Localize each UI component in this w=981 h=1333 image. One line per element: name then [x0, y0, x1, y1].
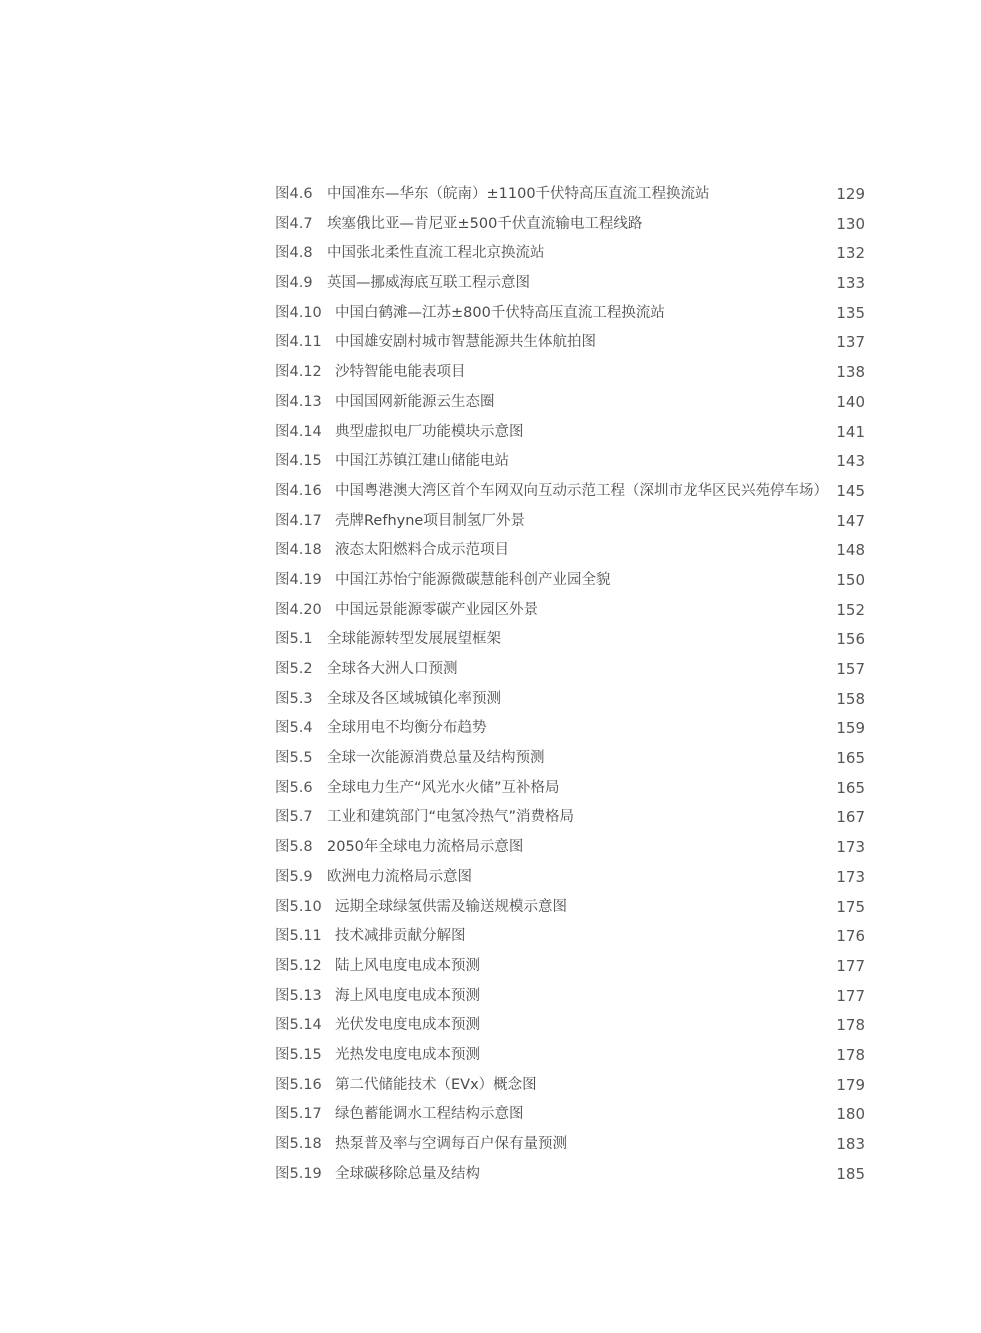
- page-number: 167: [836, 808, 865, 827]
- figure-title: 中国江苏怡宁能源微碳慧能科创产业园全貌: [335, 571, 611, 588]
- figure-title: 欧洲电力流格局示意图: [327, 868, 472, 885]
- figure-title: 海上风电度电成本预测: [335, 987, 480, 1004]
- figure-title: 第二代储能技术（EVx）概念图: [335, 1076, 537, 1093]
- figure-number: 图5.9: [275, 868, 313, 885]
- figure-title: 中国江苏镇江建山储能电站: [335, 453, 509, 470]
- list-item[interactable]: [275, 922, 865, 952]
- figure-number: 图4.9: [275, 275, 313, 292]
- figure-number: 图4.17: [275, 512, 322, 529]
- figure-number: 图4.7: [275, 215, 313, 232]
- list-item[interactable]: [275, 803, 865, 833]
- page-number: 135: [836, 303, 865, 322]
- page-number: 165: [836, 778, 865, 797]
- page-number: 150: [836, 570, 865, 589]
- figure-number: 图5.3: [275, 690, 313, 707]
- figure-number: 图5.16: [275, 1076, 322, 1093]
- list-item[interactable]: [275, 774, 865, 804]
- list-item[interactable]: [275, 1130, 865, 1160]
- list-item[interactable]: [275, 893, 865, 923]
- figure-number: 图5.4: [275, 720, 313, 737]
- page-number: 152: [836, 600, 865, 619]
- figure-title: 全球及各区域城镇化率预测: [327, 690, 501, 707]
- figure-title: 全球用电不均衡分布趋势: [327, 720, 487, 737]
- figure-number: 图4.11: [275, 334, 322, 351]
- figure-number: 图4.8: [275, 245, 313, 262]
- figure-number: 图5.10: [275, 898, 322, 915]
- figure-number: 图4.12: [275, 364, 322, 381]
- list-item[interactable]: [275, 418, 865, 448]
- figure-title: 典型虚拟电厂功能模块示意图: [335, 423, 524, 440]
- figure-title: 热泵普及率与空调每百户保有量预测: [335, 1136, 567, 1152]
- page-number: 147: [836, 511, 865, 530]
- figure-title: 沙特智能电能表项目: [335, 364, 466, 381]
- figure-number: 图4.13: [275, 393, 322, 410]
- figure-number: 图5.17: [275, 1106, 322, 1123]
- figure-number: 图5.5: [275, 750, 313, 767]
- list-item[interactable]: [275, 269, 865, 299]
- page-number: 159: [836, 719, 865, 738]
- list-item[interactable]: [275, 714, 865, 744]
- figure-title: 陆上风电度电成本预测: [335, 957, 480, 974]
- page-number: 178: [836, 1016, 865, 1035]
- figure-title: 远期全球绿氢供需及输送规模示意图: [335, 898, 567, 915]
- page-number: 145: [836, 481, 865, 500]
- list-item[interactable]: [275, 833, 865, 863]
- figure-title: 壳牌Refhyne项目制氢厂外景: [335, 512, 525, 529]
- list-item[interactable]: [275, 1041, 865, 1071]
- list-item[interactable]: [275, 625, 865, 655]
- figure-number: 图4.14: [275, 423, 322, 440]
- figure-number: 图5.7: [275, 809, 313, 826]
- page-number: 165: [836, 749, 865, 768]
- list-item[interactable]: [275, 1160, 865, 1190]
- page-number: 178: [836, 1045, 865, 1064]
- figure-list: [275, 180, 865, 1189]
- list-item[interactable]: [275, 447, 865, 477]
- list-item[interactable]: [275, 536, 865, 566]
- figure-title: 全球各大洲人口预测: [327, 661, 458, 677]
- page-number: 132: [836, 244, 865, 263]
- list-item[interactable]: [275, 596, 865, 626]
- page-number: 143: [836, 452, 865, 471]
- figure-number: 图5.19: [275, 1165, 322, 1182]
- figure-number: 图5.15: [275, 1046, 322, 1063]
- figure-number: 图4.20: [275, 601, 322, 618]
- figure-number: 图5.13: [275, 987, 322, 1004]
- page-number: 173: [836, 867, 865, 886]
- figure-number: 图5.2: [275, 661, 313, 677]
- figure-title: 全球一次能源消费总量及结构预测: [327, 750, 545, 767]
- page-number: 157: [836, 660, 865, 678]
- list-item[interactable]: [275, 477, 865, 507]
- page-number: 138: [836, 363, 865, 382]
- figure-number: 图4.18: [275, 542, 322, 559]
- list-item[interactable]: [275, 1100, 865, 1130]
- list-item[interactable]: [275, 328, 865, 358]
- figure-number: 图4.19: [275, 571, 322, 588]
- list-item[interactable]: [275, 507, 865, 537]
- list-item[interactable]: [275, 239, 865, 269]
- figure-title: 中国雄安剧村城市智慧能源共生体航拍图: [335, 334, 596, 351]
- page-number: 137: [836, 333, 865, 352]
- page-number: 183: [836, 1135, 865, 1153]
- figure-title: 中国张北柔性直流工程北京换流站: [327, 245, 545, 262]
- figure-number: 图4.10: [275, 304, 322, 321]
- figure-number: 图5.11: [275, 928, 322, 945]
- list-item[interactable]: [275, 744, 865, 774]
- figure-number: 图5.18: [275, 1136, 322, 1152]
- page-number: 177: [836, 986, 865, 1005]
- figure-number: 图4.6: [275, 186, 313, 202]
- figure-title: 中国白鹤滩—江苏±800千伏特高压直流工程换流站: [335, 304, 665, 321]
- list-item[interactable]: [275, 952, 865, 982]
- list-item[interactable]: [275, 982, 865, 1012]
- page-number: 173: [836, 838, 865, 857]
- page-number: 148: [836, 541, 865, 560]
- list-item[interactable]: [275, 180, 865, 210]
- figure-title: 2050年全球电力流格局示意图: [327, 839, 524, 856]
- figure-title: 液态太阳燃料合成示范项目: [335, 542, 509, 559]
- figure-title: 中国远景能源零碳产业园区外景: [335, 601, 538, 618]
- page-number: 140: [836, 392, 865, 411]
- page-number: 129: [836, 185, 865, 203]
- figure-title: 全球碳移除总量及结构: [335, 1165, 480, 1182]
- figure-number: 图4.16: [275, 482, 322, 499]
- list-item[interactable]: [275, 566, 865, 596]
- page-number: 175: [836, 897, 865, 916]
- list-item[interactable]: [275, 685, 865, 715]
- page-number: 156: [836, 630, 865, 649]
- figure-number: 图4.15: [275, 453, 322, 470]
- list-item[interactable]: [275, 1071, 865, 1101]
- figure-title: 工业和建筑部门“电氢冷热气”消费格局: [327, 809, 575, 826]
- page-number: 185: [836, 1164, 865, 1183]
- figure-title: 全球电力生产“风光水火储”互补格局: [327, 779, 560, 796]
- page-number: 158: [836, 689, 865, 708]
- list-item[interactable]: [275, 388, 865, 418]
- figure-title: 光热发电度电成本预测: [335, 1046, 480, 1063]
- figure-title: 中国粤港澳大湾区首个车网双向互动示范工程（深圳市龙华区民兴苑停车场）: [335, 482, 828, 499]
- list-item[interactable]: [275, 1011, 865, 1041]
- figure-number: 图5.12: [275, 957, 322, 974]
- page-number: 141: [836, 422, 865, 441]
- figure-number: 图5.14: [275, 1017, 322, 1034]
- list-item[interactable]: [275, 863, 865, 893]
- figure-title: 技术减排贡献分解图: [335, 928, 466, 945]
- list-item[interactable]: [275, 299, 865, 329]
- list-item[interactable]: [275, 655, 865, 685]
- figure-number: 图5.8: [275, 839, 313, 856]
- page-number: 177: [836, 956, 865, 975]
- figure-title: 光伏发电度电成本预测: [335, 1017, 480, 1034]
- figure-number: 图5.6: [275, 779, 313, 796]
- page-number: 133: [836, 274, 865, 293]
- page-number: 179: [836, 1075, 865, 1094]
- page-number: 176: [836, 927, 865, 946]
- figure-title: 中国准东—华东（皖南）±1100千伏特高压直流工程换流站: [327, 186, 710, 202]
- figure-title: 中国国网新能源云生态圈: [335, 393, 495, 410]
- figure-title: 英国—挪威海底互联工程示意图: [327, 275, 530, 292]
- figure-title: 绿色蓄能调水工程结构示意图: [335, 1106, 524, 1123]
- figure-title: 全球能源转型发展展望框架: [327, 631, 501, 648]
- list-item[interactable]: [275, 358, 865, 388]
- list-item[interactable]: [275, 210, 865, 240]
- page-number: 130: [836, 214, 865, 233]
- figure-title: 埃塞俄比亚—肯尼亚±500千伏直流输电工程线路: [327, 215, 643, 232]
- figure-number: 图5.1: [275, 631, 313, 648]
- page-number: 180: [836, 1105, 865, 1124]
